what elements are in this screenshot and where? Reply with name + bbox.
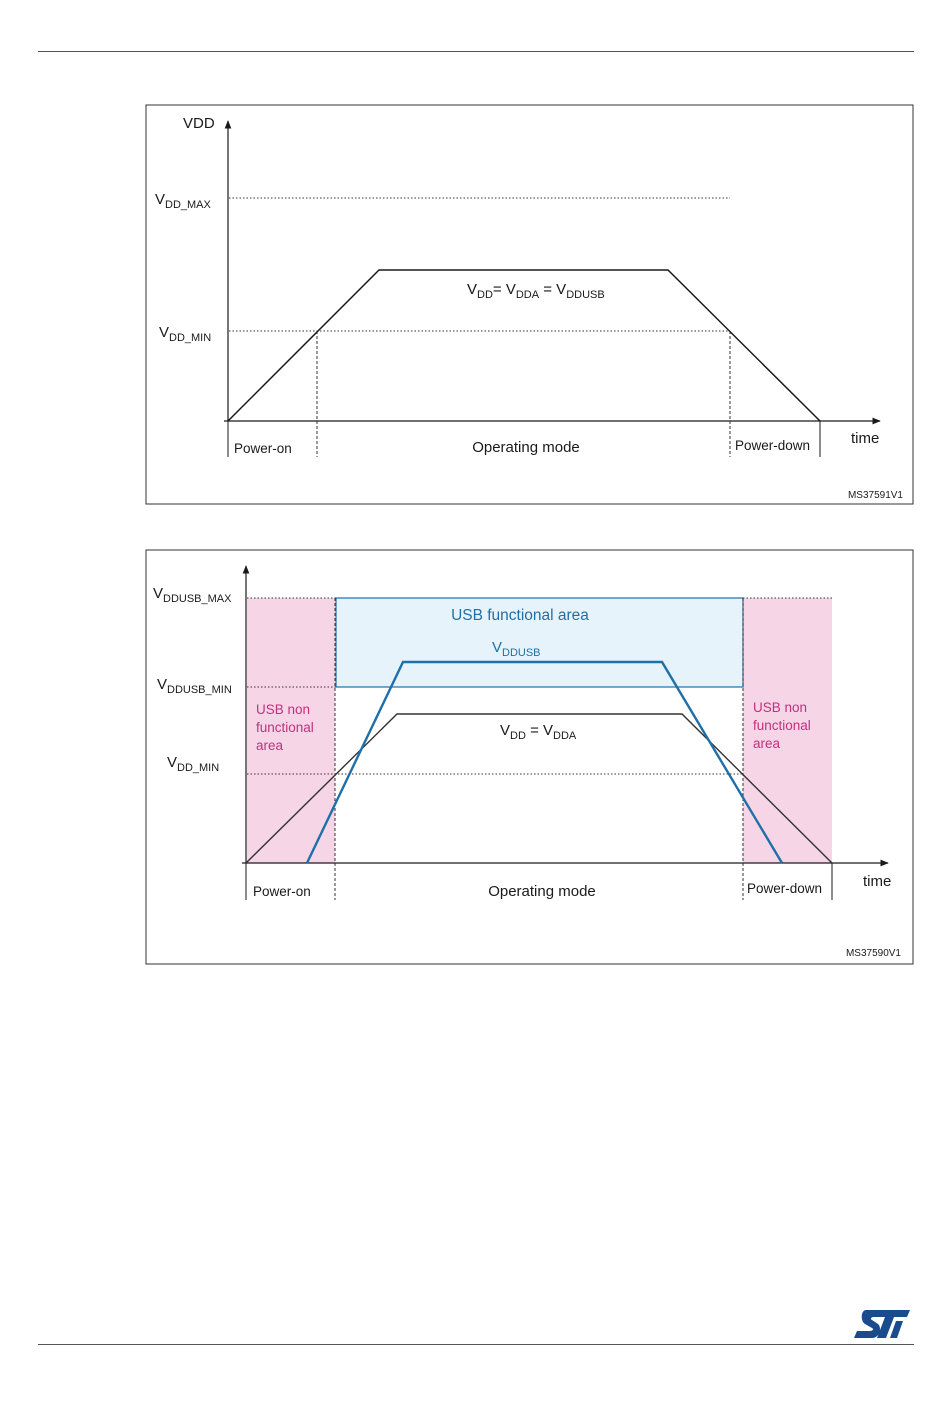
st-logo-icon	[852, 1308, 912, 1340]
d1-power-down-label: Power-down	[735, 438, 811, 453]
d2-operating-mode-label: Operating mode	[488, 883, 596, 900]
d2-vddusb-max-label: $V_{DDUSB\_MAX}$	[153, 585, 232, 605]
d2-non-functional-right-label: USB non functional area	[753, 700, 811, 751]
d1-vdd-max-label: $V_{DD\_MAX}$	[155, 191, 211, 211]
diagram-vdd-vdda-vddusb-same	[146, 105, 913, 504]
d2-vddusb-curve-label: $V_{DDUSB}$	[492, 639, 541, 659]
d1-y-axis-label: VDD	[183, 115, 215, 132]
d1-figure-id: MS37591V1	[847, 490, 903, 501]
d2-power-down-label: Power-down	[747, 881, 823, 896]
d2-vddusb-min-label: $V_{DDUSB\_MIN}$	[157, 676, 232, 696]
d1-operating-mode-label: Operating mode	[472, 439, 580, 456]
d2-power-on-label: Power-on	[253, 884, 311, 899]
d2-figure-id: MS37590V1	[845, 948, 901, 959]
diagram-vddusb-independent	[146, 550, 913, 964]
d2-vdd-curve-label: $V_{DD} = V_{DDA}$	[500, 722, 577, 742]
d2-vddusb-curve	[307, 662, 782, 863]
d1-power-on-label: Power-on	[234, 441, 292, 456]
d1-curve-label: $V_{DD}= V_{DDA} = V_{DDUSB}$	[467, 281, 605, 301]
d2-usb-functional-area-label: USB functional area	[451, 607, 589, 624]
d2-vdd-min-label: $V_{DD\_MIN}$	[167, 754, 220, 774]
d1-vdd-min-label: $V_{DD\_MIN}$	[159, 324, 212, 344]
d2-x-axis-label: time	[863, 873, 892, 890]
d1-x-axis-label: time	[851, 430, 880, 447]
d2-non-functional-left-label: USB non functional area	[256, 702, 314, 753]
